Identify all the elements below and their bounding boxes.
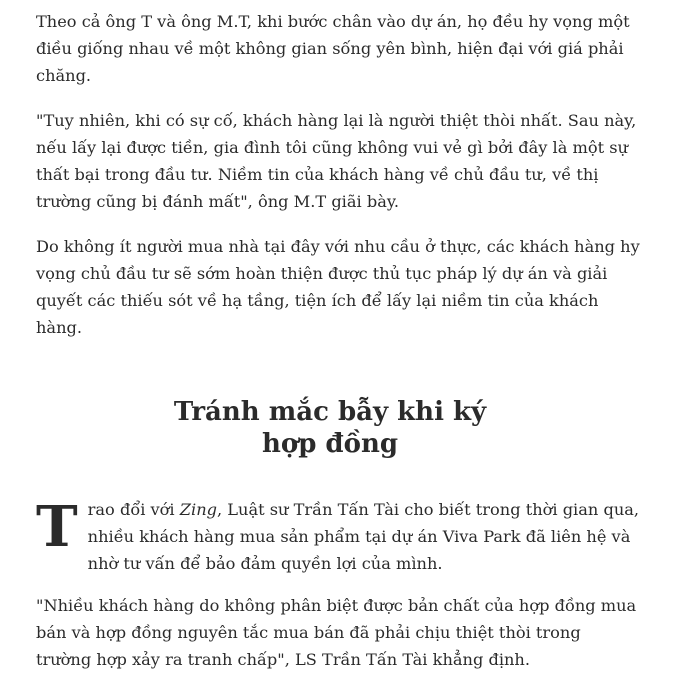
paragraph-4 bbox=[36, 496, 640, 577]
paragraph-4-italic-source: Zing bbox=[179, 500, 217, 520]
paragraph-5: "Nhiều khách hàng do không phân biệt được bản chất của hợp đồng mua bán và hợp đồng nguyên tắc mua bán đã phải chịu thiệt thòi trong trường hợp xảy ra tranh chấp", LS Trần Tấn Tài khẳng định. bbox=[36, 596, 637, 670]
paragraph-3: Do không ít người mua nhà tại đây với nhu cầu ở thực, các khách hàng hy vọng chủ đầu tư sẽ sớm hoàn thiện được thủ tục pháp lý dự án và giải quyết các thiếu sót về hạ tầng, tiện ích để lấy lại niềm tin của khách hàng. bbox=[36, 237, 640, 337]
paragraph-2: "Tuy nhiên, khi có sự cố, khách hàng lại là người thiệt thòi nhất. Sau này, nếu lấy lại được tiền, gia đình tôi cũng không vui vẻ gì bởi đây là một sự thất bại trong đầu tư. Niềm tin của khách hàng về chủ đầu tư, về thị trường cũng bị đánh mất", ông M.T giãi bày. bbox=[36, 111, 637, 211]
article-body bbox=[36, 8, 640, 359]
dropcap-letter: T bbox=[36, 494, 78, 561]
section-heading: Tránh mắc bẫy khi ký hợp đồng bbox=[173, 397, 487, 459]
paragraph-4-text-end: , Luật sư Trần Tấn Tài cho biết trong thời gian qua, nhiều khách hàng mua sản phẩm tại dự án Viva Park đã liên hệ và nhờ tư vấn để bảo đảm quyền lợi của mình. bbox=[87, 500, 640, 574]
paragraph-1: Theo cả ông T và ông M.T, khi bước chân vào dự án, họ đều hy vọng một điều giống nhau về một không gian sống yên bình, hiện đại với giá phải chăng. bbox=[36, 12, 630, 85]
paragraph-4-text-start: rao đổi với bbox=[87, 500, 180, 520]
